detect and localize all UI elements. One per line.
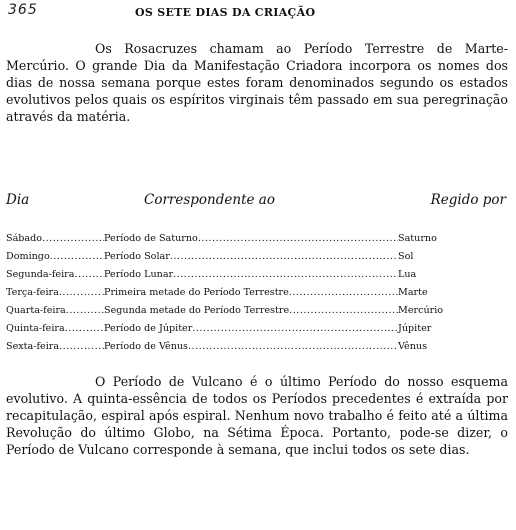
row-planet: Lua [398, 269, 417, 280]
table-row [6, 269, 496, 287]
header-ruled-by: Regido por [430, 192, 506, 208]
row-day: Quarta-feira [6, 305, 66, 316]
row-planet: Marte [398, 287, 428, 298]
row-period: Período de Júpiter [104, 323, 193, 334]
row-planet: Vênus [398, 341, 428, 352]
chapter-title: OS SETE DIAS DA CRIAÇÃO [135, 6, 316, 19]
row-day: Segunda-feira [6, 269, 75, 280]
intro-paragraph: Os Rosacruzes chamam ao Período Terrestre de Marte-Mercúrio. O grande Dia da Manifestação Criadora incorpora os nomes dos dias de nossa semana porque estes foram denominados segundo os estados evolutivos pelos quais os espíritos virginais têm passado em sua peregrinação através da matéria. [6, 41, 508, 124]
page-number: 365 [8, 2, 38, 18]
row-day: Terça-feira [6, 287, 59, 298]
table-row [6, 341, 496, 359]
table-header [6, 192, 506, 210]
row-day: Quinta-feira [6, 323, 65, 334]
table-row [6, 287, 496, 305]
table-row [6, 233, 496, 251]
row-day: Sexta-feira [6, 341, 60, 352]
row-period: Primeira metade do Período Terrestre [104, 287, 289, 298]
table-row [6, 323, 496, 341]
row-day: Domingo [6, 251, 50, 262]
row-period: Segunda metade do Período Terrestre [104, 305, 290, 316]
row-planet: Sol [398, 251, 414, 262]
table-row [6, 305, 496, 323]
row-day: Sábado [6, 233, 43, 244]
row-planet: Júpiter [398, 323, 432, 334]
row-period: Período de Saturno [104, 233, 198, 244]
header-corresponds: Correspondente ao [144, 192, 275, 208]
row-planet: Saturno [398, 233, 437, 244]
row-planet: Mercúrio [398, 305, 444, 316]
closing-paragraph: O Período de Vulcano é o último Período do nosso esquema evolutivo. A quinta-essência de todos os Períodos precedentes é extraída por recapitulação, espiral após espiral. Nenhum novo trabalho é feito até a última Revolução do último Globo, na Sétima Época. Portanto, pode-se dizer, o Período de Vulcano corresponde à semana, que inclui todos os sete dias. [6, 374, 508, 457]
row-period: Período de Vênus [104, 341, 188, 352]
row-period: Período Solar [104, 251, 170, 262]
table-row [6, 251, 496, 269]
days-table [6, 233, 496, 359]
row-period: Período Lunar [104, 269, 174, 280]
header-day: Dia [6, 192, 30, 208]
